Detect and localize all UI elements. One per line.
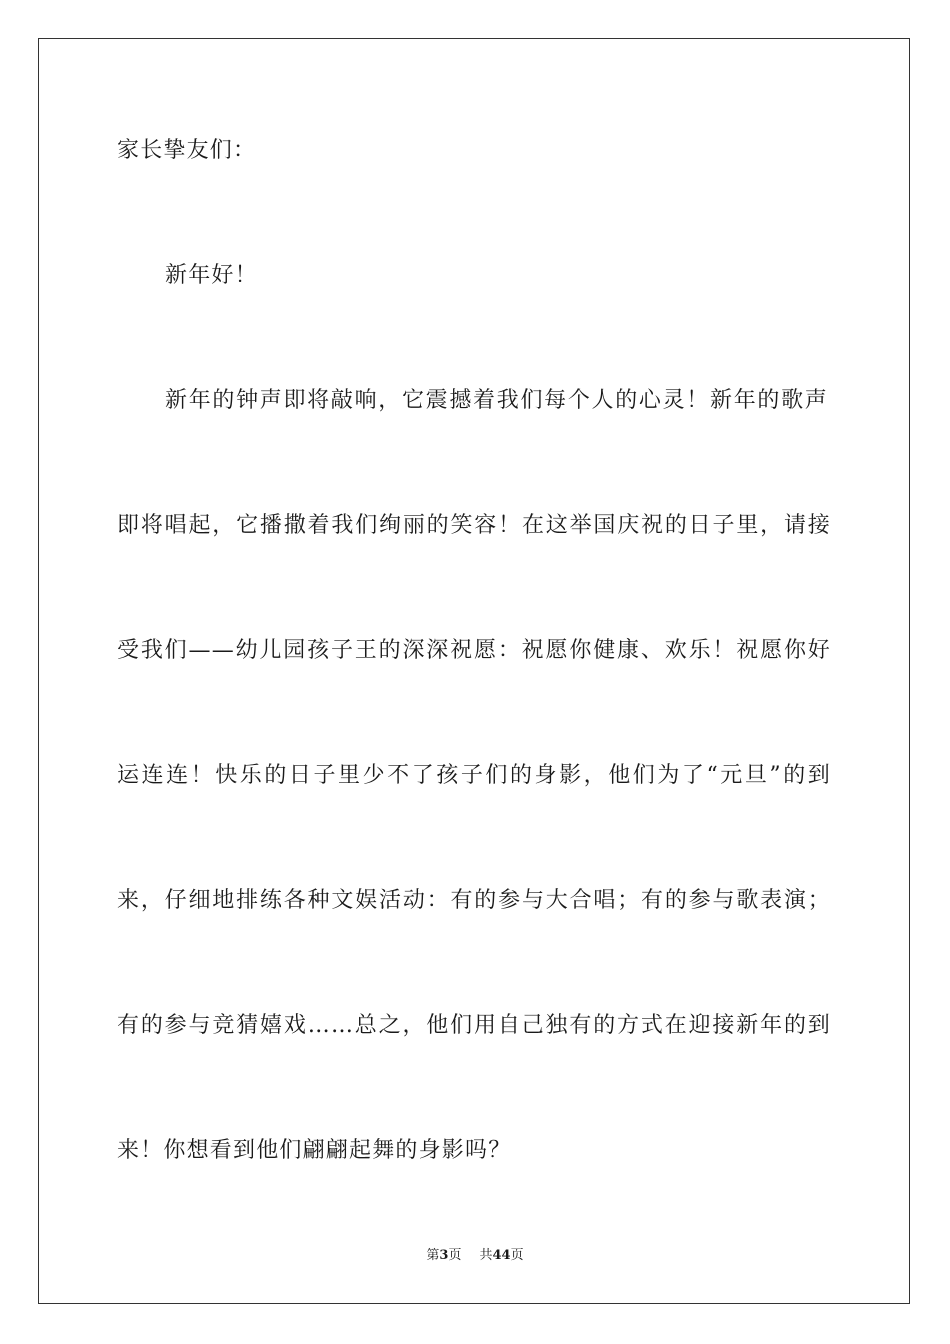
paragraph-line-5: 来，仔细地排练各种文娱活动：有的参与大合唱；有的参与歌表演； — [117, 888, 831, 913]
total-pages: 44 — [492, 1248, 511, 1263]
paragraph-line-2: 即将唱起，它播撒着我们绚丽的笑容！在这举国庆祝的日子里，请接 — [117, 513, 831, 538]
greeting: 新年好！ — [165, 263, 258, 288]
page-footer — [0, 1247, 950, 1265]
page-suffix: 页 — [448, 1248, 462, 1263]
page-number: 3 — [439, 1248, 449, 1263]
paragraph-line-7: 来！你想看到他们翩翩起舞的身影吗？ — [117, 1138, 512, 1163]
paragraph-line-1: 新年的钟声即将敲响，它震撼着我们每个人的心灵！新年的歌声 — [165, 388, 828, 413]
total-prefix: 共 — [479, 1248, 493, 1263]
page-border — [38, 38, 910, 1304]
page-prefix: 第 — [426, 1248, 440, 1263]
paragraph-line-4: 运连连！快乐的日子里少不了孩子们的身影，他们为了“元旦”的到 — [117, 763, 831, 788]
paragraph-line-3: 受我们——幼儿园孩子王的深深祝愿：祝愿你健康、欢乐！祝愿你好 — [117, 638, 831, 663]
total-suffix: 页 — [510, 1248, 524, 1263]
salutation: 家长挚友们： — [117, 138, 257, 163]
paragraph-line-6: 有的参与竞猜嬉戏……总之，他们用自己独有的方式在迎接新年的到 — [117, 1013, 831, 1038]
